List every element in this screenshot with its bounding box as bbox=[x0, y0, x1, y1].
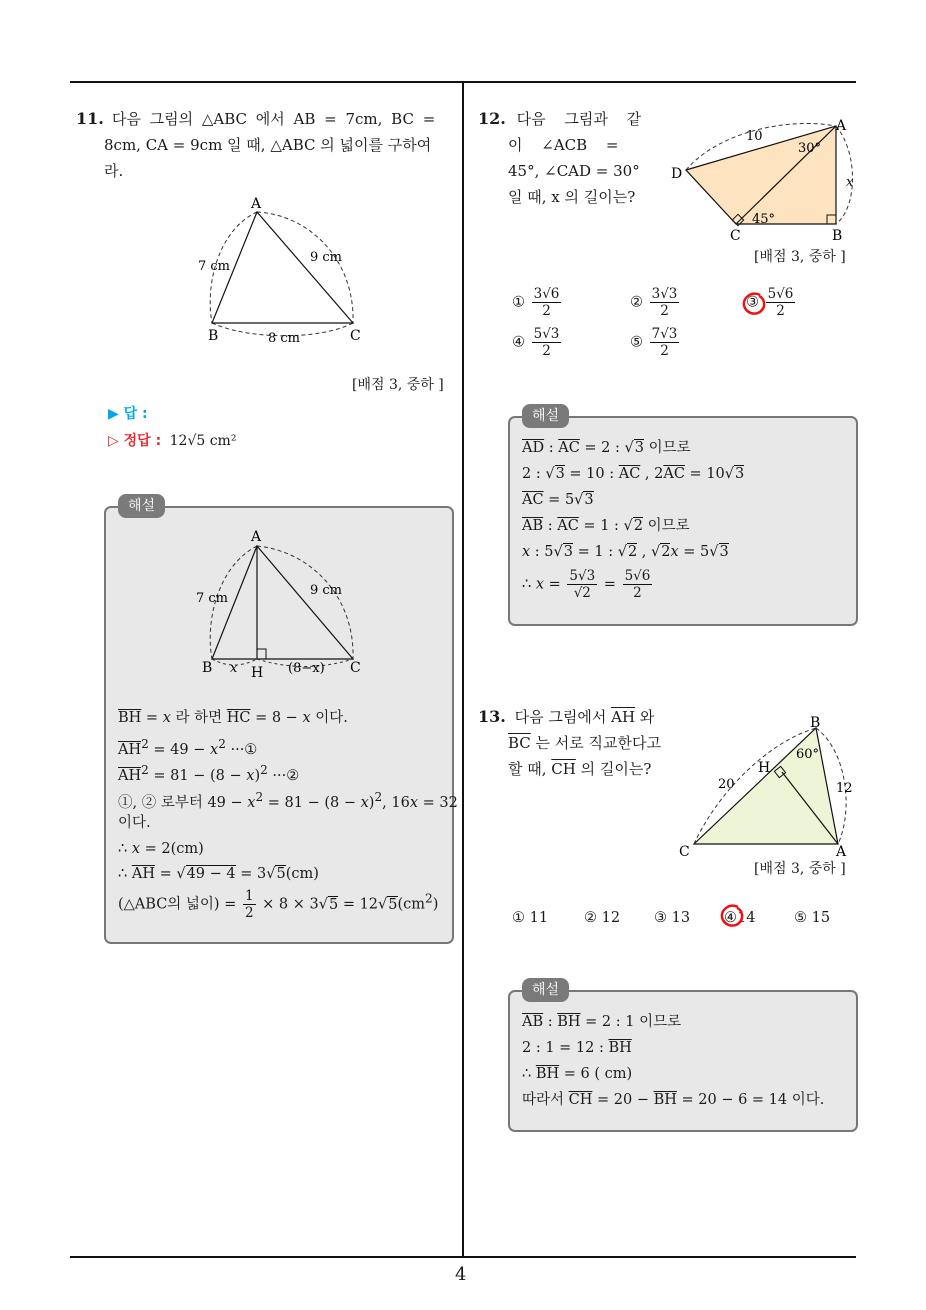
q13-text-line3: 할 때, $\overline{CH}$ 의 길이는? bbox=[508, 760, 652, 778]
q13-explain-line-2: ∴ $\overline{BH} = 6$ ( cm) bbox=[522, 1066, 633, 1082]
q11-explain-line-0: $\overline{BH} = x$ 라 하면 $\overline{HC} = 8 - x$ 이다. bbox=[118, 710, 348, 726]
q12-choice-3[interactable]: ③ $\frac{5√6}{2}$ bbox=[746, 286, 794, 319]
q13-choice-5[interactable]: ⑤ 15 bbox=[794, 910, 831, 926]
q11-explain-line-4: 이다. bbox=[118, 815, 151, 831]
q11-explanation-figure bbox=[190, 526, 380, 686]
q12-explain-line-5: ∴ x = $\frac{5√3}{√2}$ = $\frac{5√6}{2}$ bbox=[522, 568, 651, 601]
q13-triangle-figure bbox=[678, 712, 858, 860]
q12-fig-label-x: x bbox=[846, 175, 854, 190]
q12-fig-label-c: C bbox=[730, 228, 741, 244]
q13-fig-label-h: H bbox=[758, 760, 771, 776]
q11-fig-label-bc: 8 cm bbox=[268, 331, 301, 346]
q11-text-line1: 다음 그림의 △ABC 에서 AB = 7cm, BC = bbox=[111, 110, 436, 128]
q11-fig2-label-b: B bbox=[202, 660, 213, 676]
q13-answer-mark-circle bbox=[718, 902, 746, 930]
q12-explain-line-2: $\overline{AC} = 5√3$ bbox=[522, 492, 594, 508]
q12-number: 12. bbox=[478, 109, 506, 128]
q13-fig-label-c: C bbox=[679, 844, 690, 860]
q11-fig2-label-h: H bbox=[251, 665, 264, 681]
q11-correct-label: ▷ 정답 : bbox=[108, 433, 162, 449]
q11-explain-line-3: ①, ② 로부터 $49 - x^2 = 81 - (8 - x)^2$, 16x = 32 bbox=[118, 790, 458, 811]
q12-fig-label-30: 30° bbox=[798, 141, 822, 156]
q11-explain-line-7: (△ABC의 넓이) = $\frac{1}{2}$ × $8 \times 3√5 = 12√5(cm^2)$ bbox=[118, 888, 439, 921]
q11-fig-label-ac: 9 cm bbox=[310, 250, 343, 265]
q12-explain-line-0: $\overline{AD}$ : $\overline{AC} = 2$ : √3 이므로 bbox=[522, 440, 691, 456]
q12-quadrilateral-figure bbox=[668, 112, 860, 246]
q12-fig-label-45: 45° bbox=[752, 212, 776, 227]
q12-question bbox=[478, 106, 656, 210]
q13-fig-label-60: 60° bbox=[796, 747, 820, 762]
q11-fig-label-b: B bbox=[208, 328, 219, 344]
q11-fig2-label-ab: 7 cm bbox=[196, 591, 229, 606]
q12-explain-line-3: $\overline{AB}$ : $\overline{AC} = 1$ : √2 이므로 bbox=[522, 518, 690, 534]
q12-fig-label-ten: 10 bbox=[746, 129, 763, 144]
q12-choice-2[interactable]: ② $\frac{3√3}{2}$ bbox=[630, 286, 678, 319]
q12-text-line3: 45°, ∠CAD = 30° bbox=[508, 162, 640, 180]
q13-choice-2[interactable]: ② 12 bbox=[584, 910, 621, 926]
q12-choice-1[interactable]: ① $\frac{3√6}{2}$ bbox=[512, 286, 560, 319]
q12-explain-line-4: x : 5√3 = 1 : √2 , √2x = 5√3 bbox=[522, 544, 729, 560]
q11-fig2-label-c: C bbox=[350, 660, 361, 676]
q12-choice-4[interactable]: ④ $\frac{5√3}{2}$ bbox=[512, 326, 560, 359]
q11-number: 11. bbox=[76, 109, 104, 128]
q11-explanation-tag: 해설 bbox=[118, 494, 165, 518]
q11-fig-label-c: C bbox=[350, 328, 361, 344]
q12-text-line2: 이 ∠ACB = bbox=[508, 136, 619, 154]
page-number: 4 bbox=[455, 1264, 467, 1285]
q13-explanation-tag: 해설 bbox=[522, 978, 569, 1002]
q11-text-line3: 라. bbox=[104, 162, 124, 180]
q11-triangle-figure bbox=[190, 190, 380, 350]
q13-explain-line-1: 2 : 1 = 12 : $\overline{BH}$ bbox=[522, 1040, 632, 1056]
q11-text-line2: 8cm, CA = 9cm 일 때, △ABC 의 넓이를 구하여 bbox=[104, 136, 432, 154]
q12-explanation-tag: 해설 bbox=[522, 404, 569, 428]
q11-score-ref: [배점 3, 중하 ] bbox=[352, 377, 444, 393]
q13-fig-label-a: A bbox=[836, 844, 847, 860]
q12-explain-line-1: 2 : √3 = 10 : $\overline{AC}$ , $2\overline{AC} = 10√3$ bbox=[522, 466, 745, 482]
q12-fig-label-d: D bbox=[671, 166, 683, 182]
q13-number: 13. bbox=[478, 707, 506, 726]
q12-text-line1: 다음 그림과 같 bbox=[516, 110, 642, 128]
q13-question bbox=[478, 704, 678, 782]
q13-explain-line-3: 따라서 $\overline{CH} = 20 - \overline{BH} = 20 - 6 = 14$ 이다. bbox=[522, 1092, 825, 1108]
q11-answer-row bbox=[108, 403, 148, 423]
q11-correct-row bbox=[108, 430, 236, 450]
q12-answer-mark-circle bbox=[740, 290, 768, 318]
q12-fig-label-b: B bbox=[832, 228, 843, 244]
q13-explain-line-0: $\overline{AB}$ : $\overline{BH} = 2$ : 1 이므로 bbox=[522, 1014, 682, 1030]
q11-explain-line-5: ∴ x = 2(cm) bbox=[118, 841, 204, 857]
q13-choice-4[interactable]: ④14 bbox=[724, 910, 756, 926]
q13-choice-1[interactable]: ① 11 bbox=[512, 910, 549, 926]
q13-fig-label-b: B bbox=[810, 715, 821, 731]
q11-fig-label-ab: 7 cm bbox=[198, 259, 231, 274]
q11-fig2-label-bh: x bbox=[230, 661, 238, 676]
q12-fig-label-a: A bbox=[836, 118, 847, 134]
q13-score-ref: [배점 3, 중하 ] bbox=[754, 861, 846, 877]
q11-fig2-label-a: A bbox=[251, 529, 262, 545]
q13-text-line2: $\overline{BC}$ 는 서로 직교한다고 bbox=[508, 734, 662, 752]
q12-text-line4: 일 때, x 의 길이는? bbox=[508, 188, 636, 206]
q13-fig-label-20: 20 bbox=[718, 777, 735, 792]
q12-score-ref: [배점 3, 중하 ] bbox=[754, 249, 846, 265]
q11-fig-label-a: A bbox=[251, 196, 262, 212]
q11-explain-line-2: $\overline{AH}^2 = 81 - (8 - x)^2$ ···② bbox=[118, 763, 300, 784]
q13-fig-label-12: 12 bbox=[836, 781, 853, 796]
q13-choice-3[interactable]: ③ 13 bbox=[654, 910, 691, 926]
q11-fig2-label-ac: 9 cm bbox=[310, 583, 343, 598]
q11-question bbox=[76, 106, 454, 184]
q11-fig2-label-hc: (8−x) bbox=[288, 661, 325, 676]
q11-explain-line-1: $\overline{AH}^2 = 49 - x^2$ ···① bbox=[118, 737, 258, 758]
q12-choice-5[interactable]: ⑤ $\frac{7√3}{2}$ bbox=[630, 326, 678, 359]
bottom-rule bbox=[70, 1256, 856, 1258]
column-divider bbox=[462, 82, 464, 1258]
q11-correct-value: 12√5 cm² bbox=[169, 433, 237, 449]
q11-explain-line-6: ∴ $\overline{AH} = √49 - 4 = 3√5(cm)$ bbox=[118, 866, 319, 882]
q11-answer-label: ▶ 답 : bbox=[108, 406, 148, 422]
q13-text-line1: 다음 그림에서 $\overline{AH}$ 와 bbox=[514, 708, 655, 726]
